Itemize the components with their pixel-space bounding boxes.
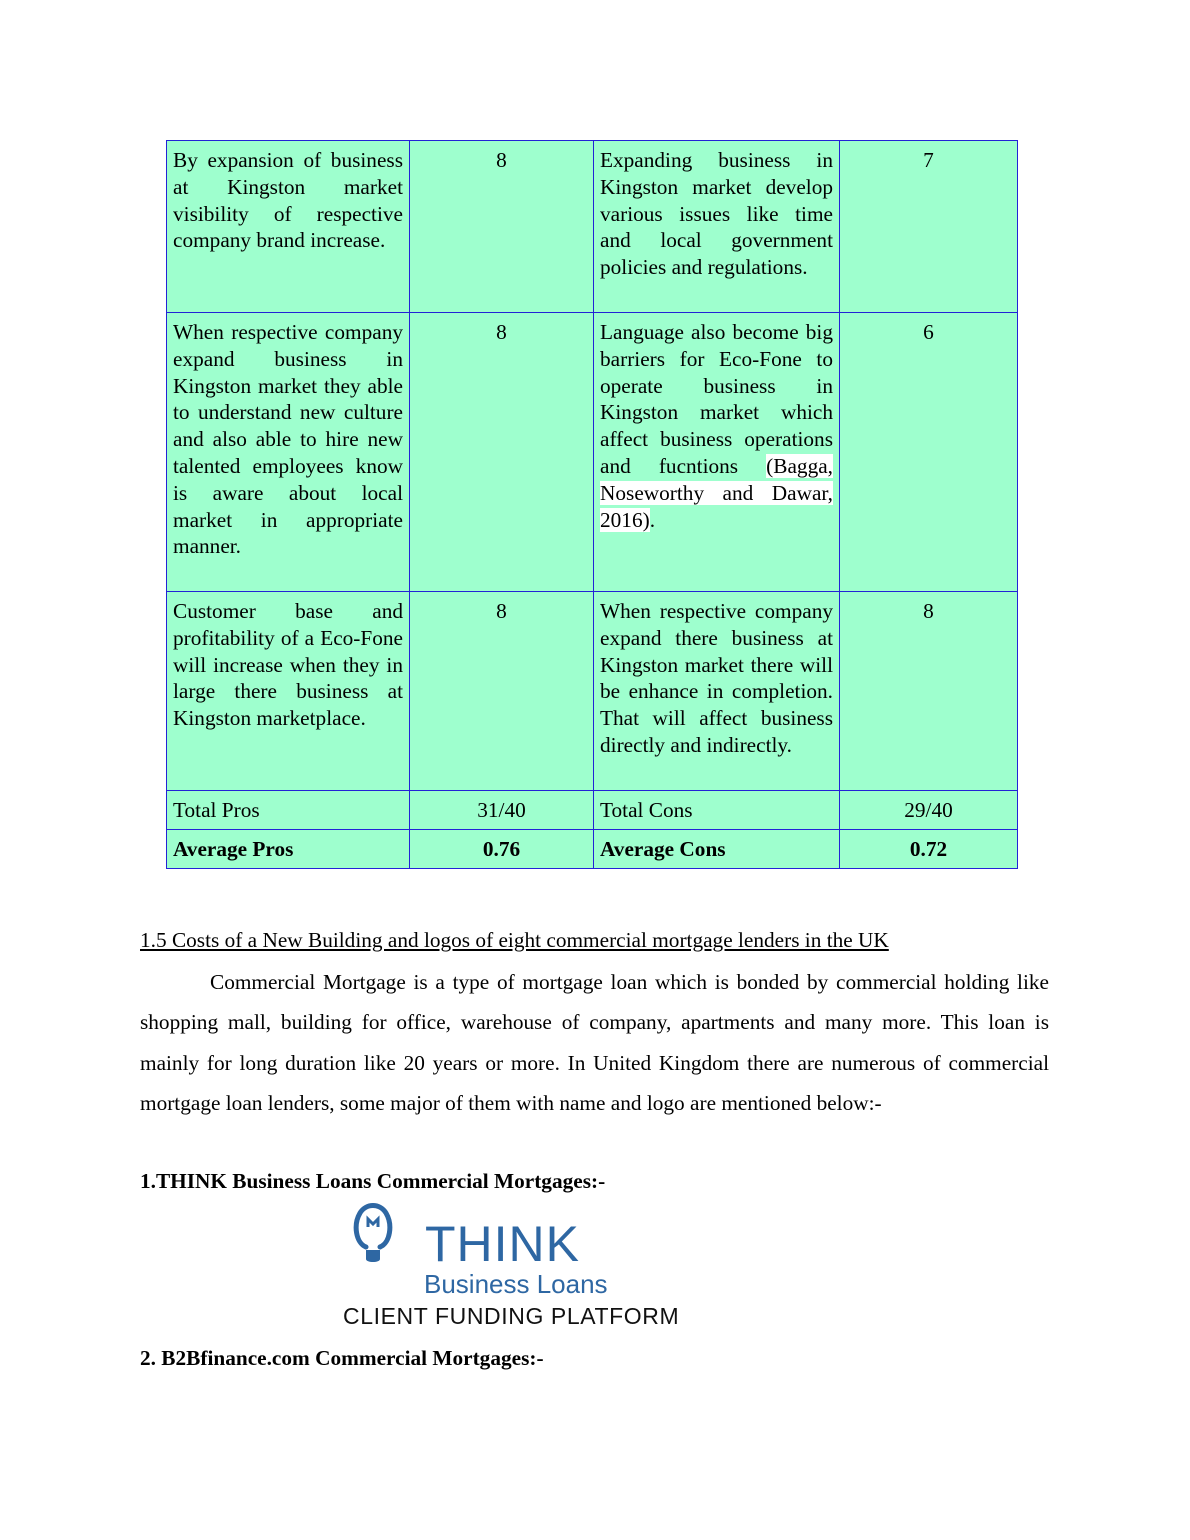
con-text: Language also become big barriers for Eco-Fone to operate business in Kingston market which affect business operations and fucntions — [600, 320, 833, 478]
logo-tagline: CLIENT FUNDING PLATFORM — [343, 1303, 680, 1329]
table-row — [167, 141, 1018, 313]
lender-2-heading: 2. B2Bfinance.com Commercial Mortgages:- — [140, 1346, 544, 1370]
lender-1-heading: 1.THINK Business Loans Commercial Mortgages:- — [140, 1169, 606, 1193]
lightbulb-icon — [340, 1197, 430, 1277]
con-cell: Expanding business in Kingston market develop various issues like time and local government policies and regulations. — [594, 141, 840, 313]
total-row — [167, 791, 1018, 830]
citation: (Bagga, Noseworthy and Dawar, 2016) — [600, 453, 833, 532]
average-cons-label: Average Cons — [594, 829, 840, 868]
pro-cell: Customer base and profitability of a Eco-Fone will increase when they in large there business at Kingston marketplace. — [167, 592, 410, 791]
table-row — [167, 313, 1018, 592]
con-cell — [594, 313, 840, 592]
average-pros-label: Average Pros — [167, 829, 410, 868]
average-cons-value: 0.72 — [840, 829, 1018, 868]
pro-cell: By expansion of business at Kingston market visibility of respective company brand increase. — [167, 141, 410, 313]
body-paragraph: Commercial Mortgage is a type of mortgage loan which is bonded by commercial holding like shopping mall, building for office, warehouse of company, apartments and many more. This loan is mainly for long duration like 20 years or more. In United Kingdom there are numerous of commercial mortgage loan lenders, some major of them with name and logo are mentioned below:- — [140, 970, 1049, 1115]
logo-subtitle: Business Loans — [424, 1269, 608, 1299]
pro-score-cell: 8 — [410, 313, 594, 592]
total-pros-label: Total Pros — [167, 791, 410, 830]
con-score-cell: 8 — [840, 592, 1018, 791]
average-row — [167, 829, 1018, 868]
pro-cell: When respective company expand business in Kingston market they able to understand new culture and also able to hire new talented employees know is aware about local market in appropriate manner. — [167, 313, 410, 592]
average-pros-value: 0.76 — [410, 829, 594, 868]
pros-cons-table — [166, 140, 1018, 869]
con-score-cell: 6 — [840, 313, 1018, 592]
logo-title: THINK — [425, 1216, 580, 1272]
total-pros-value: 31/40 — [410, 791, 594, 830]
section-heading: 1.5 Costs of a New Building and logos of eight commercial mortgage lenders in the UK — [140, 928, 889, 952]
pro-score-cell: 8 — [410, 141, 594, 313]
think-business-loans-logo — [340, 1197, 760, 1331]
con-score-cell: 7 — [840, 141, 1018, 313]
total-cons-value: 29/40 — [840, 791, 1018, 830]
table-row — [167, 592, 1018, 791]
pro-score-cell: 8 — [410, 592, 594, 791]
total-cons-label: Total Cons — [594, 791, 840, 830]
con-end: . — [649, 507, 656, 532]
con-cell: When respective company expand there business at Kingston market there will be enhance in completion. That will affect business directly and indirectly. — [594, 592, 840, 791]
